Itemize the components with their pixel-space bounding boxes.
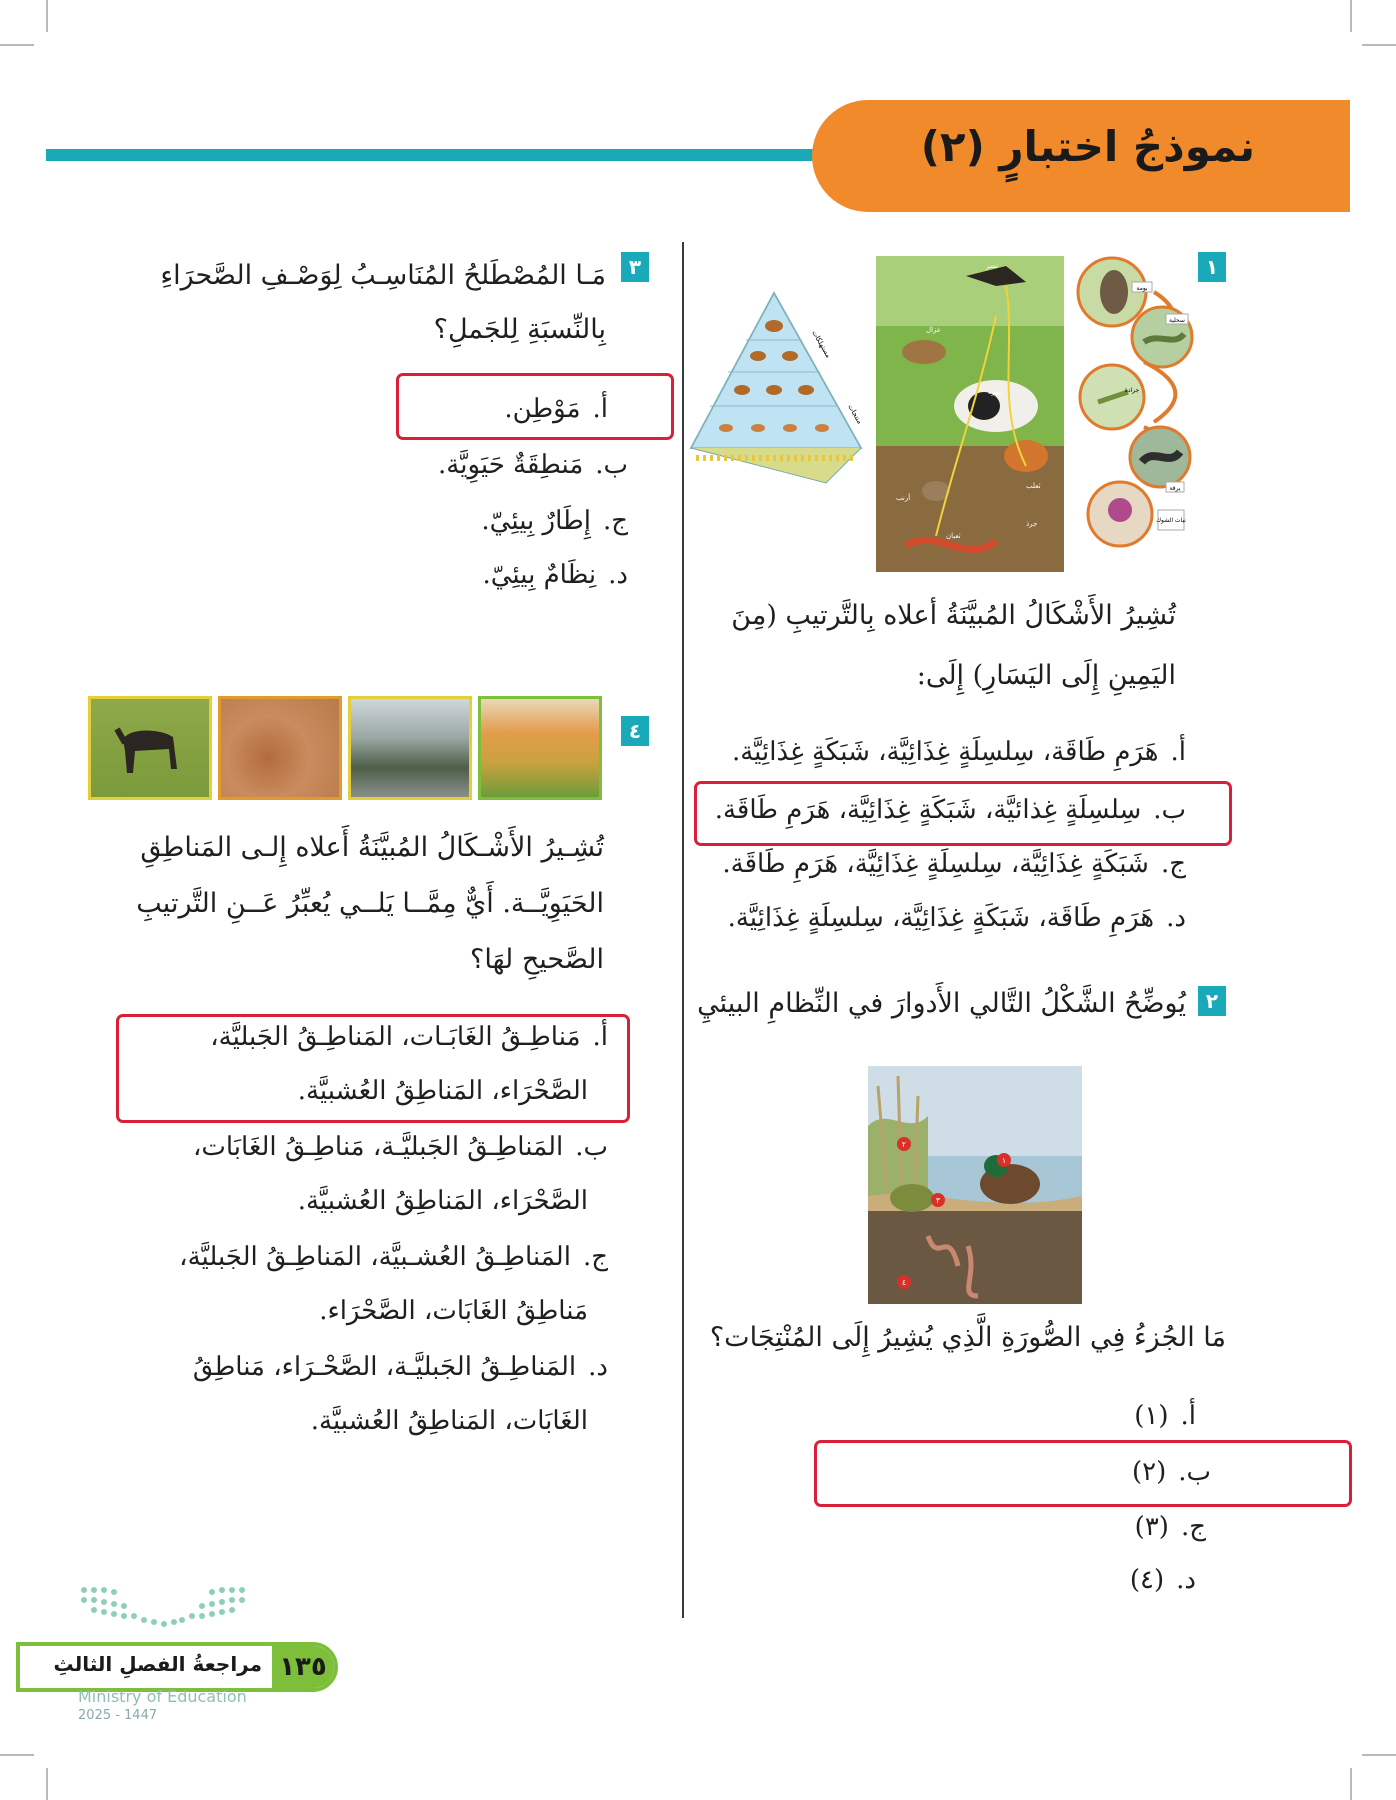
q1-answer-highlight [694,781,1232,846]
ministry-name-en: Ministry of Education [78,1687,247,1706]
q1-option-d[interactable]: د.هَرَمِ طَاقَة، شَبَكَةٍ غِذَائِيَّة، سِلسِلَةٍ غِذَائِيَّة. [727,903,1186,933]
q4-option-d[interactable]: د.المَناطِـقُ الجَبليَّـة، الصَّحْـرَاء، مَناطِقُ [192,1352,608,1382]
q2-option-d[interactable]: د.(٤) [1129,1565,1196,1595]
crop-mark [46,1768,48,1800]
footer-page-tab [16,1642,338,1692]
q4-stem-line3: الصَّحيحِ لهَا؟ [470,944,604,975]
q2-answer-highlight [814,1440,1352,1507]
ministry-logo-icon [78,1582,248,1630]
grassland-region-photo [88,696,212,800]
svg-text:منتجات: منتجات [846,403,864,426]
edition-year: 2025 - 1447 [78,1708,158,1723]
question-number-1: ١ [1198,252,1226,282]
q4-option-d-line2: الغَابَات، المَناطِقُ العُشبيَّة. [310,1406,588,1436]
chapter-review-label: مراجعةُ الفصلِ الثالثِ [53,1652,262,1676]
q3-option-c[interactable]: ج.إِطَارٌ بِيئِيّ. [481,506,628,536]
page-number: ١٣٥ [272,1646,334,1688]
crop-mark [1350,0,1352,32]
food-chain-figure [1074,252,1194,552]
question-number-2: ٢ [1198,986,1226,1016]
svg-text:سحلية: سحلية [1169,317,1185,324]
q3-option-b[interactable]: ب.مَنطِقَةٌ حَيَوِيَّة. [438,450,628,480]
energy-pyramid-figure [686,288,866,488]
q4-option-b[interactable]: ب.المَناطِـقُ الجَبليَّـة، مَناطِـقُ الغَابَات، [193,1132,608,1162]
q3-option-a[interactable]: أ.مَوْطِن. [504,394,608,424]
q4-option-c-line2: مَناطِقُ الغَابَات، الصَّحْرَاء. [319,1296,588,1326]
svg-text:٣: ٣ [935,1196,941,1205]
q4-option-a[interactable]: أ.مَناطِـقُ الغَابَـات، المَناطِـقُ الجَبليَّة، [210,1022,608,1052]
q2-question: مَا الجُزءُ فِي الصُّورَةِ الَّذِي يُشِيرُ إِلَى المُنْتِجَات؟ [709,1322,1226,1353]
column-divider [682,242,684,1618]
q2-option-c[interactable]: ج.(٣) [1134,1512,1206,1542]
q4-stem-line1: تُشِـيرُ الأَشْـكَالُ المُبيَّنَةُ أَعلاه إِلـى المَناطِقِ [140,832,604,863]
svg-text:٢: ٢ [901,1140,907,1149]
svg-text:بومة: بومة [1136,285,1148,292]
q4-stem-line2: الحَيَوِيَّــة. أَيٌّ مِمَّــا يَلــي يُعبِّرُ عَــنِ التَّرتيبِ [136,888,604,919]
svg-text:نسر: نسر [986,262,999,270]
svg-text:يرقة: يرقة [1169,485,1181,492]
svg-text:ثعلب: ثعلب [1026,482,1041,490]
page-title: نموذجُ اختبارٍ (٢) [920,122,1255,171]
svg-text:غزال: غزال [926,326,941,334]
q4-answer-highlight [116,1014,630,1123]
title-banner [812,100,1350,212]
crop-mark [1362,44,1396,46]
food-web-figure [876,256,1064,572]
q3-stem-line2: بِالنِّسبَةِ لِلجَملِ؟ [433,314,606,345]
svg-text:نبات الشوك: نبات الشوك [1156,517,1186,524]
q1-option-b[interactable]: ب.سِلسِلَةٍ غِذائيَّة، شَبَكَةٍ غِذَائِيَّة، هَرَمِ طَاقَة. [714,795,1186,825]
q2-option-a[interactable]: أ.(١) [1134,1401,1196,1431]
q4-option-c[interactable]: ج.المَناطِـقُ العُشـبيَّة، المَناطِـقُ الجَبليَّة، [179,1242,608,1272]
desert-region-photo [218,696,342,800]
q4-option-b-line2: الصَّحْرَاء، المَناطِقُ العُشبيَّة. [297,1186,588,1216]
q1-stem-line1: تُشِيرُ الأَشْكَالُ المُبيَّنَةُ أعلاه بِالتَّرتيبِ (مِنَ [731,600,1176,631]
q1-option-a[interactable]: أ.هَرَمِ طَاقَة، سِلسِلَةٍ غِذَائِيَّة، شَبَكَةٍ غِذَائِيَّة. [731,737,1186,767]
q1-stem-line2: اليَمِينِ إِلَى اليَسَارِ) إِلَى: [916,660,1176,691]
svg-text:ثعبان: ثعبان [946,532,961,540]
crop-mark [0,1754,34,1756]
q1-option-c[interactable]: ج.شَبَكَةٍ غِذَائِيَّة، سِلسِلَةٍ غِذَائِيَّة، هَرَمِ طَاقَة. [722,849,1186,879]
q4-option-a-line2: الصَّحْرَاء، المَناطِقُ العُشبيَّة. [297,1076,588,1106]
title-rule [46,149,826,161]
svg-text:جرذ: جرذ [1026,520,1038,528]
question-number-4: ٤ [621,716,649,746]
crop-mark [1350,1768,1352,1800]
svg-text:١: ١ [1001,1156,1007,1165]
svg-text:مستهلكات: مستهلكات [810,329,833,360]
crop-mark [0,44,34,46]
crop-mark [1362,1754,1396,1756]
question-number-3: ٣ [621,252,649,282]
ecosystem-roles-figure [868,1066,1082,1304]
q3-answer-highlight [396,373,674,440]
mountain-region-photo [348,696,472,800]
svg-text:بقرة: بقرة [988,388,1002,396]
q2-option-b[interactable]: ب.(٢) [1131,1457,1211,1487]
forest-region-photo [478,696,602,800]
svg-text:جرادة: جرادة [1124,387,1140,394]
q2-stem: يُوضِّحُ الشَّكْلُ التَّالي الأَدوارَ في النِّظامِ البيئيِ [697,988,1186,1019]
svg-text:أرنب: أرنب [896,494,911,502]
crop-mark [46,0,48,32]
q3-option-d[interactable]: د.نِظَامٌ بِيئِيّ. [482,560,628,590]
svg-text:٤: ٤ [901,1278,907,1287]
q3-stem-line1: مَـا المُصْطَلحُ المُنَاسِـبُ لِوَصْـفِ الصَّحرَاءِ [160,260,606,291]
